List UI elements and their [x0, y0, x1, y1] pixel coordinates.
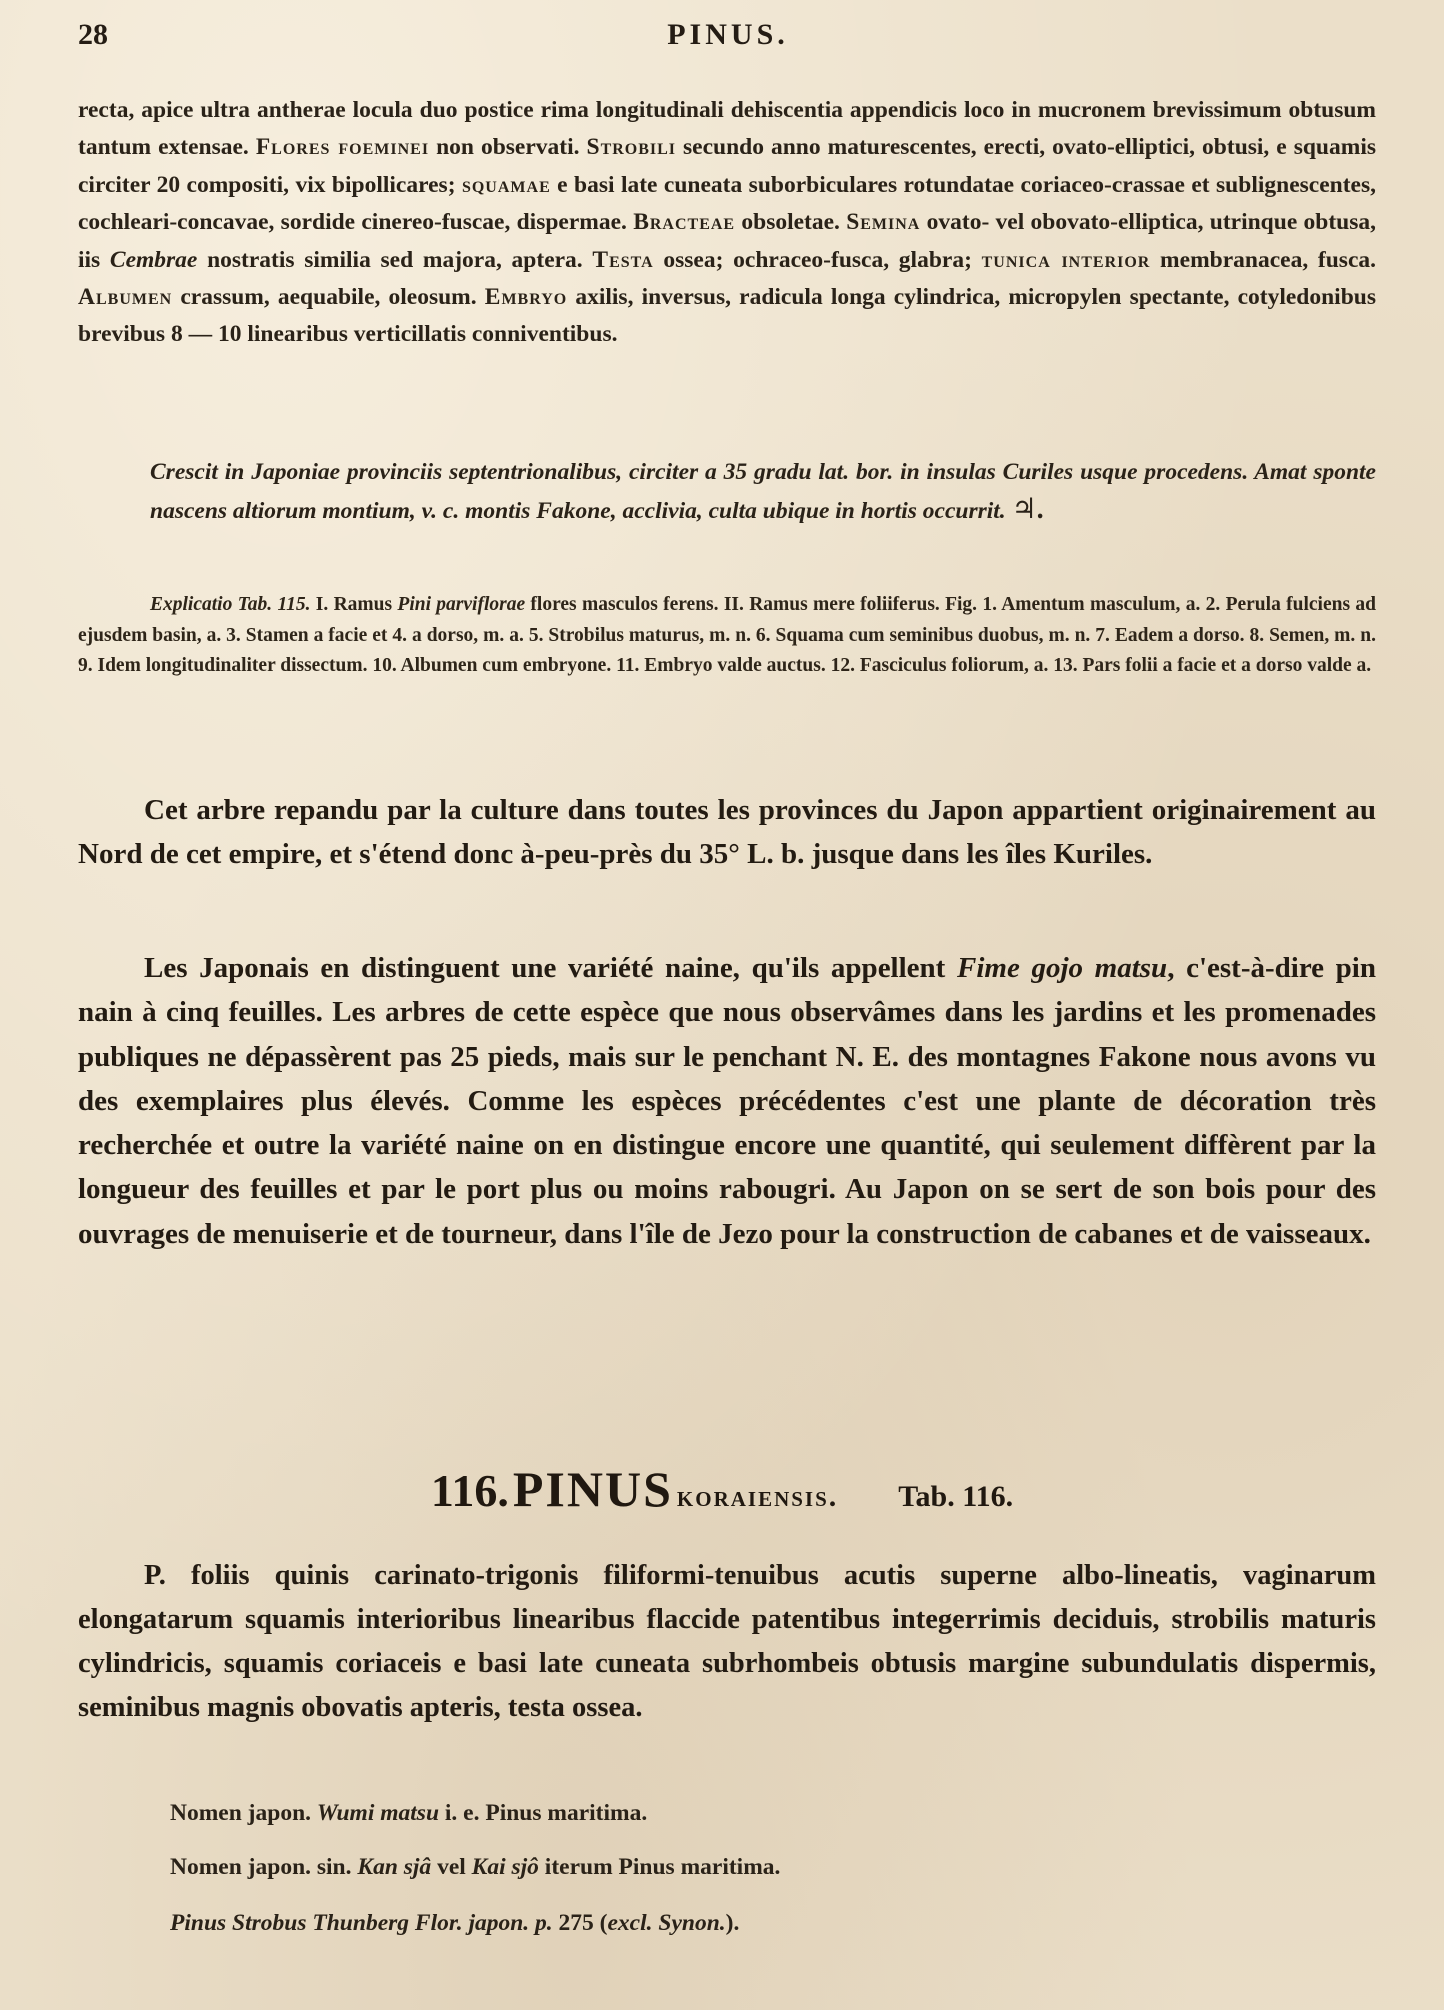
explicatio-text: flores masculos ferens. II. Ramus mere foliiferus. Fig. 1. Amentum masculum, a. 2. Perula fulciens ad ejusdem basin, a. 3. Stamen a facie et 4. a dorso, m. a. 5. Strobilus maturus, m. n. 6. Squama cum seminibus duobus, m. n. 7. Eadem a dorso. 8. Semen, m. n. 9. Idem longitudinaliter dissectum. 10. Albumen cum embryone. 11. Embryo valde auctus. 12. Fasciculus foliorum, a. 13. Pars folii a facie et a dorso valde a. — [78, 594, 1376, 676]
description-text: membranacea, fusca. — [1150, 246, 1376, 273]
habitat-text: Crescit in Japoniae provinciis septentrionalibus, circiter a 35 gradu lat. bor. in insulas Curiles usque procedens. Amat sponte nascens altiorum montium, v. c. montis Fakone, acclivia, culta ubique in hortis occurrit. — [150, 459, 1376, 524]
term-albumen: Albumen — [78, 284, 173, 311]
nomen-sino-2: Kai sjô — [471, 1854, 539, 1880]
citation-source: Pinus Strobus Thunberg Flor. japon. p. — [170, 1910, 553, 1936]
species-heading — [0, 1460, 1444, 1518]
species-number: 116. — [430, 1465, 509, 1516]
diagnosis-text: P. foliis quinis carinato-trigonis filiformi-tenuibus acutis superne albo-lineatis, vaginarum elongatarum squamis interioribus linearibus flaccide patentibus integerrimis deciduis, strobilis maturis cylindricis, squamis coriaceis e basi late cuneata subrhombeis obtusis margine subundulatis dispermis, seminibus magnis obovatis apteris, testa ossea. — [78, 1560, 1376, 1723]
description-text: ossea; ochraceo-fusca, glabra; — [653, 246, 982, 273]
synonym-citation — [170, 1910, 1370, 1937]
habitat-paragraph — [150, 454, 1376, 530]
french-text: Les Japonais en distinguent une variété naine, qu'ils appellent — [144, 952, 957, 984]
french-text: , c'est-à-dire pin nain à cinq feuilles. Les arbres de cette espèce que nous observâmes dans les jardins et les promenades publiques ne dépassèrent pas 25 pieds, mais sur le penchant N. E. des montagnes Fakone nous avons vu des exemplaires plus élevés. Comme les espèces précédentes c'est une plante de décoration très recherchée et outre la variété naine on en distingue encore une quantité, qui seulement diffèrent par la longueur des feuilles et par le port plus ou moins rabougri. Au Japon on se sert de son bois pour des ouvrages de menuiserie et de tourneur, dans l'île de Jezo pour la construction de cabanes et de vaisseaux. — [78, 952, 1376, 1250]
description-text: crassum, aequabile, oleosum. — [172, 284, 485, 311]
description-text: secundo anno maturescentes, erecti, ovato-elliptici, obtusi, e squamis circiter 20 compositi, vix bipollicares; — [78, 134, 1377, 198]
species-description — [78, 92, 1376, 354]
description-text: recta, apice ultra antherae locula duo postice rima longitudinali dehiscentia appendicis loco in mucronem brevissimum obtusum tantum extensae. — [78, 97, 1376, 161]
explicatio-text: I. Ramus — [310, 594, 398, 615]
citation-close: ). — [725, 1910, 740, 1936]
nomen-label: Nomen japon. sin. — [170, 1854, 358, 1880]
plate-explanation — [78, 590, 1376, 682]
page-header — [78, 18, 1378, 62]
variety-name: Fime gojo matsu — [956, 952, 1168, 984]
nomen-conjunction: vel — [431, 1854, 472, 1880]
species-epithet: koraiensis. — [676, 1480, 839, 1513]
term-semina: Semina — [846, 209, 921, 236]
species-diagnosis — [78, 1554, 1376, 1730]
description-text: obsoletae. — [735, 209, 847, 236]
citation-page: 275 ( — [552, 1910, 608, 1936]
nomen-label: Nomen japon. — [170, 1800, 317, 1826]
citation-note: excl. Synon. — [607, 1910, 726, 1936]
nomen-japanese: Wumi matsu — [316, 1800, 440, 1826]
french-text: Cet arbre repandu par la culture dans toutes les provinces du Japon appartient originairement au Nord de cet empire, et s'étend donc à-peu-près du 35° L. b. jusque dans les îles Kuriles. — [78, 794, 1376, 871]
running-head: PINUS. — [667, 18, 789, 51]
term-strobili: Strobili — [586, 134, 677, 161]
sino-japanese-name — [170, 1854, 1370, 1881]
description-text: nostratis similia sed majora, aptera. — [197, 246, 593, 273]
nomen-meaning: i. e. Pinus maritima. — [439, 1800, 648, 1826]
explicatio-lead: Explicatio Tab. 115. — [150, 594, 311, 615]
perennial-symbol: ♃. — [1011, 494, 1044, 525]
species-genus: PINUS — [512, 1461, 673, 1517]
term-squamae: squamae — [461, 171, 551, 198]
term-testa: Testa — [592, 246, 654, 273]
description-text: axilis, inversus, radicula longa cylindrica, micropylen spectante, cotyledonibus brevibus 8 — 10 linearibus verticillatis conniventibus. — [78, 284, 1376, 348]
description-text: non observati. — [429, 134, 587, 161]
term-flores: Flores foeminei — [255, 134, 430, 161]
description-text: ovato- vel obovato-elliptica, utrinque obtusa, iis — [78, 209, 1376, 273]
term-cembrae: Cembrae — [109, 246, 198, 273]
term-embryo: Embryo — [484, 284, 568, 311]
term-tunica: tunica interior — [981, 246, 1151, 273]
term-bracteae: Bracteae — [633, 209, 736, 236]
plate-reference: Tab. 116. — [898, 1480, 1014, 1513]
description-text: e basi late cuneata suborbiculares rotundatae coriaceo-crassae et sublignescentes, cochleari-concavae, sordide cinereo-fuscae, dispermae. — [78, 171, 1376, 236]
japanese-name — [170, 1800, 1370, 1827]
nomen-sino-1: Kan sjâ — [357, 1854, 432, 1880]
page-number: 28 — [78, 18, 108, 51]
nomen-meaning: iterum Pinus maritima. — [538, 1854, 781, 1880]
french-paragraph-2 — [78, 946, 1376, 1256]
explicatio-species: Pini parviflorae — [397, 594, 526, 615]
french-paragraph-1 — [78, 788, 1376, 877]
